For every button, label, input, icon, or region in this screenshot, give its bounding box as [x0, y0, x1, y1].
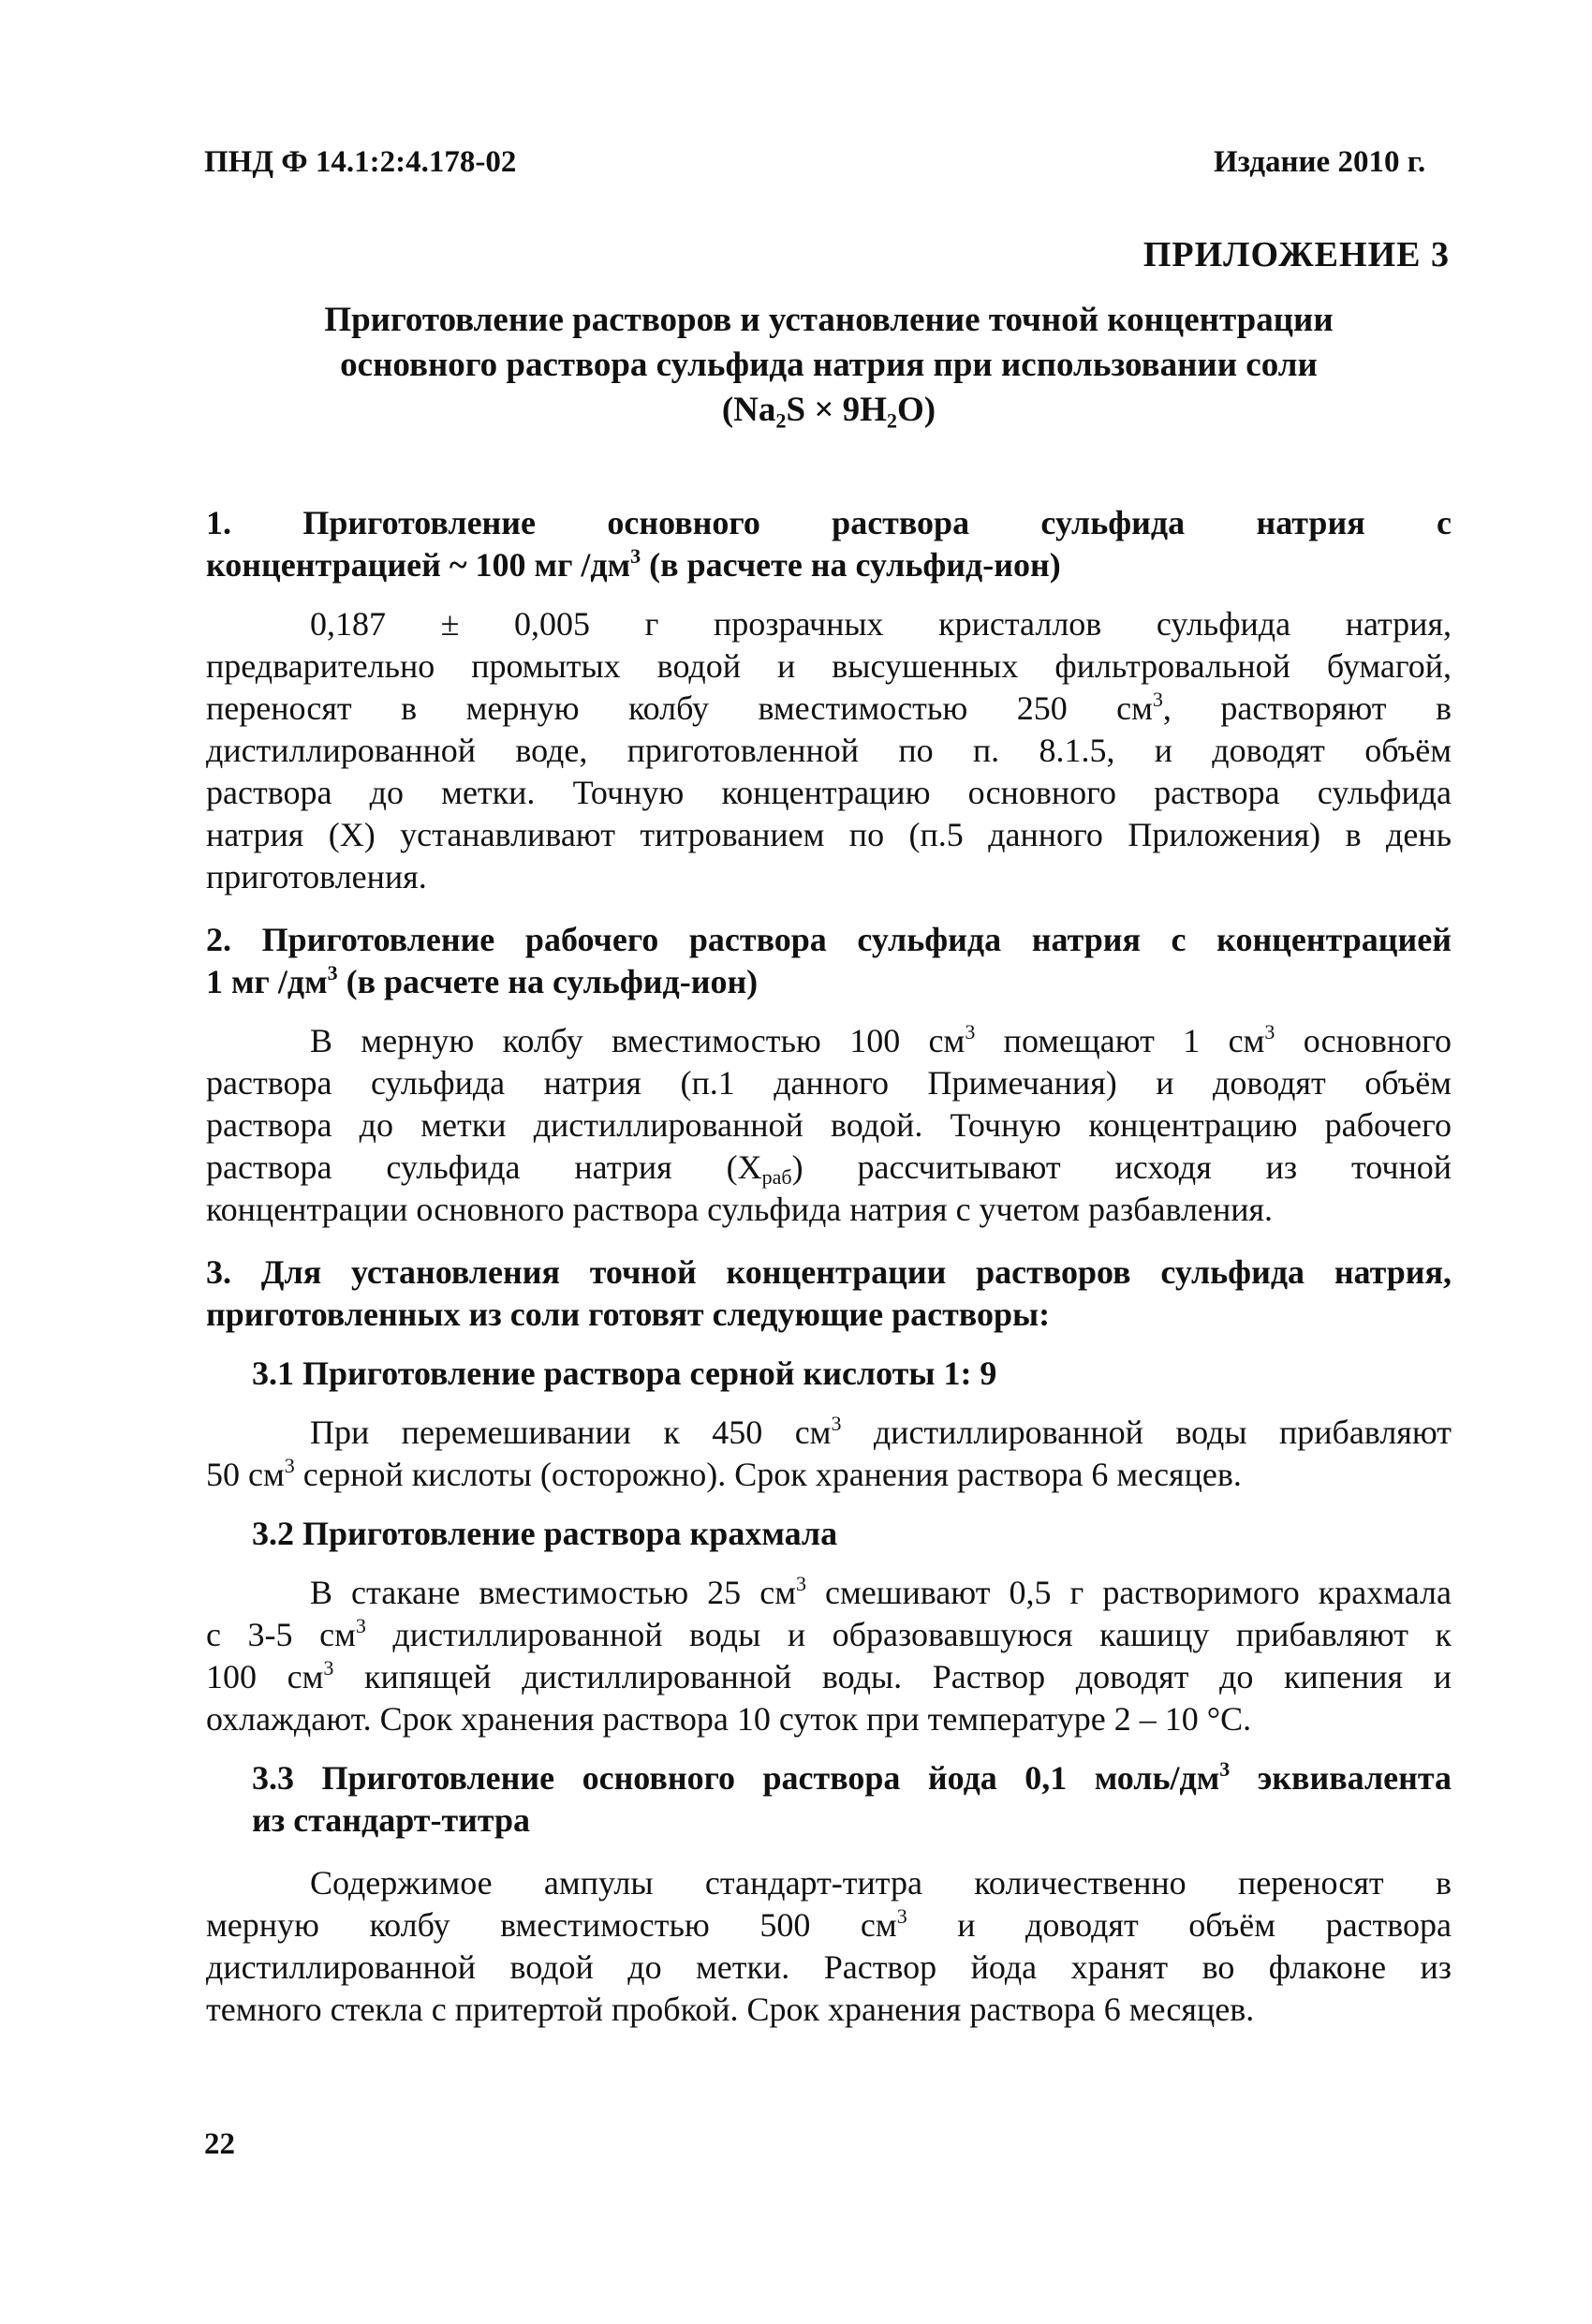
paragraph: При перемешивании к 450 $см^3$ дистиллированной воды прибавляют 50 $см^3$ серной кислоты (осторожно). Срок хранения раствора 6 месяцев. — [206, 1412, 1452, 1493]
title-formula: (Na₂S × 9H₂O) — [721, 391, 936, 429]
section-1 — [206, 502, 1452, 898]
subsection-heading: 3.3 Приготовление основного раствора йода 0,1 моль/$дм^3$ эквивалента из стандарт-титра — [252, 1757, 1452, 1839]
page-number: 22 — [204, 2127, 235, 2161]
document-body — [206, 502, 1452, 2031]
edition-label: Издание 2010 г. — [1214, 145, 1426, 179]
subsection-heading: 3.2 Приготовление раствора крахмала — [252, 1515, 838, 1552]
section-3 — [206, 1251, 1452, 2031]
appendix-label: ПРИЛОЖЕНИЕ 3 — [1142, 235, 1450, 274]
paragraph: В мерную колбу вместимостью 100 $см^3$ помещают 1 $см^3$ основного раствора сульфида натрия (п.1 данного Примечания) и доводят объём раствора до метки дистиллированной водой. Точную концентрацию рабочего раствора сульфида натрия $(Х_{раб})$ рассчитывают исходя из точной концентрации основного раствора сульфида натрия с учетом разбавления. — [206, 1020, 1452, 1228]
title-line: основного раствора сульфида натрия при использовании соли — [340, 346, 1318, 384]
section-heading: 3. Для установления точной концентрации растворов сульфида натрия, приготовленных из соли готовят следующие растворы: — [206, 1253, 1452, 1333]
document-title — [206, 298, 1452, 433]
paragraph: 0,187 ± 0,005 г прозрачных кристаллов сульфида натрия, предварительно промытых водой и высушенных фильтровальной бумагой, переносят в мерную колбу вместимостью 250 $см^3$, растворяют в дистиллированной воде, приготовленной по п. 8.1.5, и доводят объём раствора до метки. Точную концентрацию основного раствора сульфида натрия (Х) устанавливают титрованием по (п.5 данного Приложения) в день приготовления. — [206, 605, 1452, 896]
document-code: ПНД Ф 14.1:2:4.178-02 — [204, 145, 517, 179]
paragraph: В стакане вместимостью 25 $см^3$ смешивают 0,5 г растворимого крахмала с 3-5 $см^3$ дистиллированной воды и образовавшуюся кашицу прибавляют к 100 $см^3$ кипящей дистиллированной воды. Раствор доводят до кипения и охлаждают. Срок хранения раствора 10 суток при температуре 2 – 10 °С. — [206, 1572, 1452, 1738]
paragraph: Содержимое ампулы стандарт-титра количественно переносят в мерную колбу вместимостью 500 $см^3$ и доводят объём раствора дистиллированной водой до метки. Раствор йода хранят во флаконе из темного стекла с притертой пробкой. Срок хранения раствора 6 месяцев. — [206, 1864, 1452, 2028]
section-heading: 2. Приготовление рабочего раствора сульфида натрия с концентрацией 1 мг $/дм^3$ (в расчете на сульфид-ион) — [206, 921, 1452, 1000]
subsection-heading: 3.1 Приготовление раствора серной кислоты 1: 9 — [252, 1354, 997, 1392]
title-line: Приготовление растворов и установление точной концентрации — [324, 301, 1334, 339]
section-heading: 1. Приготовление основного раствора сульфида натрия с концентрацией ~ 100 мг $/дм^3$ (в расчете на сульфид-ион) — [206, 504, 1452, 584]
section-2 — [206, 919, 1452, 1231]
